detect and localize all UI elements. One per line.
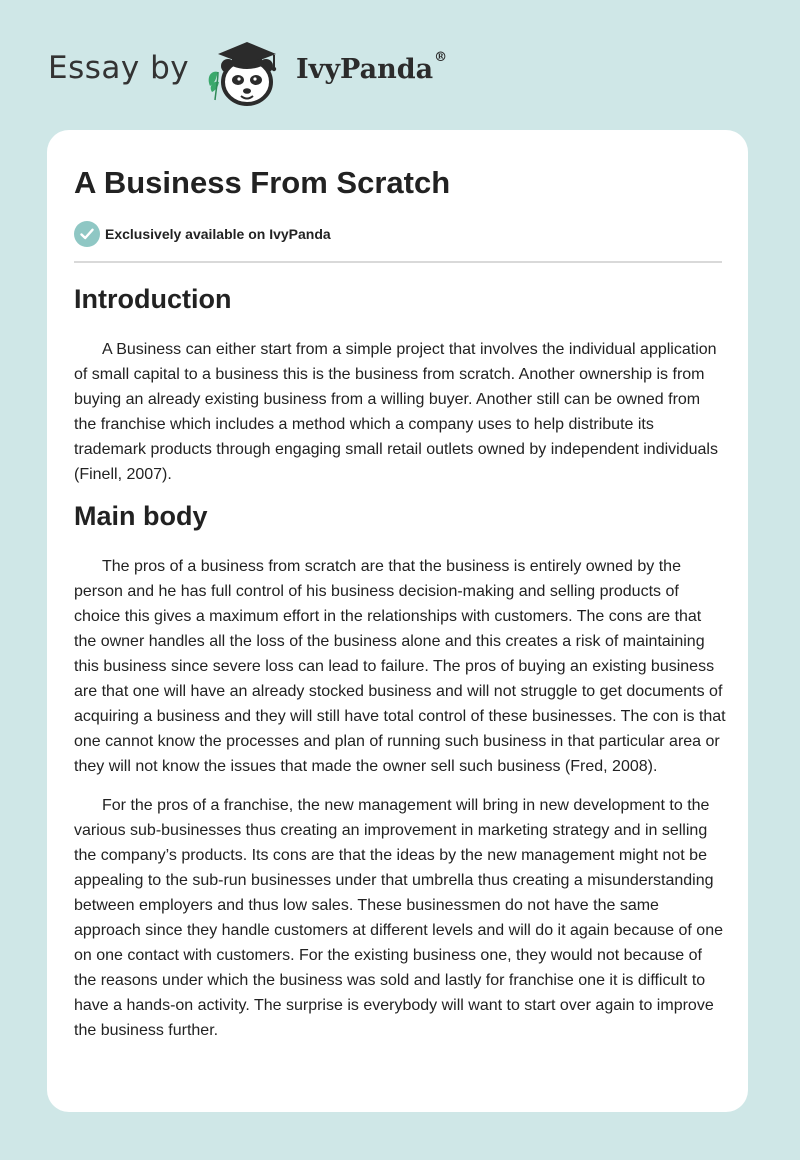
page-title: A Business From Scratch (74, 165, 451, 200)
exclusive-badge-text: Exclusively available on IvyPanda (105, 226, 331, 242)
section-heading-introduction: Introduction (74, 284, 232, 314)
site-header (0, 0, 800, 130)
paragraph: For the pros of a franchise, the new management will bring in new development to the various sub-businesses thus creating an improvement in marketing strategy and in selling the company’s products. Its cons are that the ideas by the new management might not be appealing to the sub-run businesses under that umbrella thus creating a misunderstanding between employers and thus low sales. These businessmen do not have the same approach since they handle customers at different levels and will do it again because of one on one contact with customers. For the existing business one, they would not because of the reasons under which the business was sold and lastly for franchise one it is difficult to have a hands-on activity. The surprise is everybody will want to start over again to improve the business further. (74, 797, 723, 1039)
exclusive-badge (74, 221, 331, 247)
section-heading-main-body: Main body (74, 501, 208, 531)
brand-prefix: Essay by (48, 50, 190, 86)
article-body (74, 278, 726, 1043)
check-circle-icon (74, 221, 100, 247)
paragraph: The pros of a business from scratch are that the business is entirely owned by the person and he has full control of his business decision-making and selling products of choice this gives a maximum effort in the relationships with customers. The cons are that the owner handles all the loss of the business alone and this creates a risk of maintaining this business since severe loss can lead to failure. The pros of buying an existing business are that one will have an already stocked business and will not struggle to get documents of acquiring a business and they will still have total control of these businesses. The con is that one cannot know the processes and plan of running such business in that particular area or they will not know the issues that made the owner sell such business (Fred, 2008). (74, 558, 726, 775)
paragraph: A Business can either start from a simple project that involves the individual application of small capital to a business this is the business from scratch. Another ownership is from buying an already existing business from a willing buyer. Another still can be owned from the franchise which includes a method which a company uses to help distribute its trademark products through engaging small retail outlets owned by independent individuals (Finell, 2007). (74, 341, 718, 483)
registered-mark: ® (434, 50, 448, 65)
panda-graduate-icon[interactable] (204, 36, 290, 110)
title-divider (74, 261, 722, 263)
article-card (47, 130, 748, 1112)
brand-name[interactable]: IvyPanda® (296, 50, 448, 85)
